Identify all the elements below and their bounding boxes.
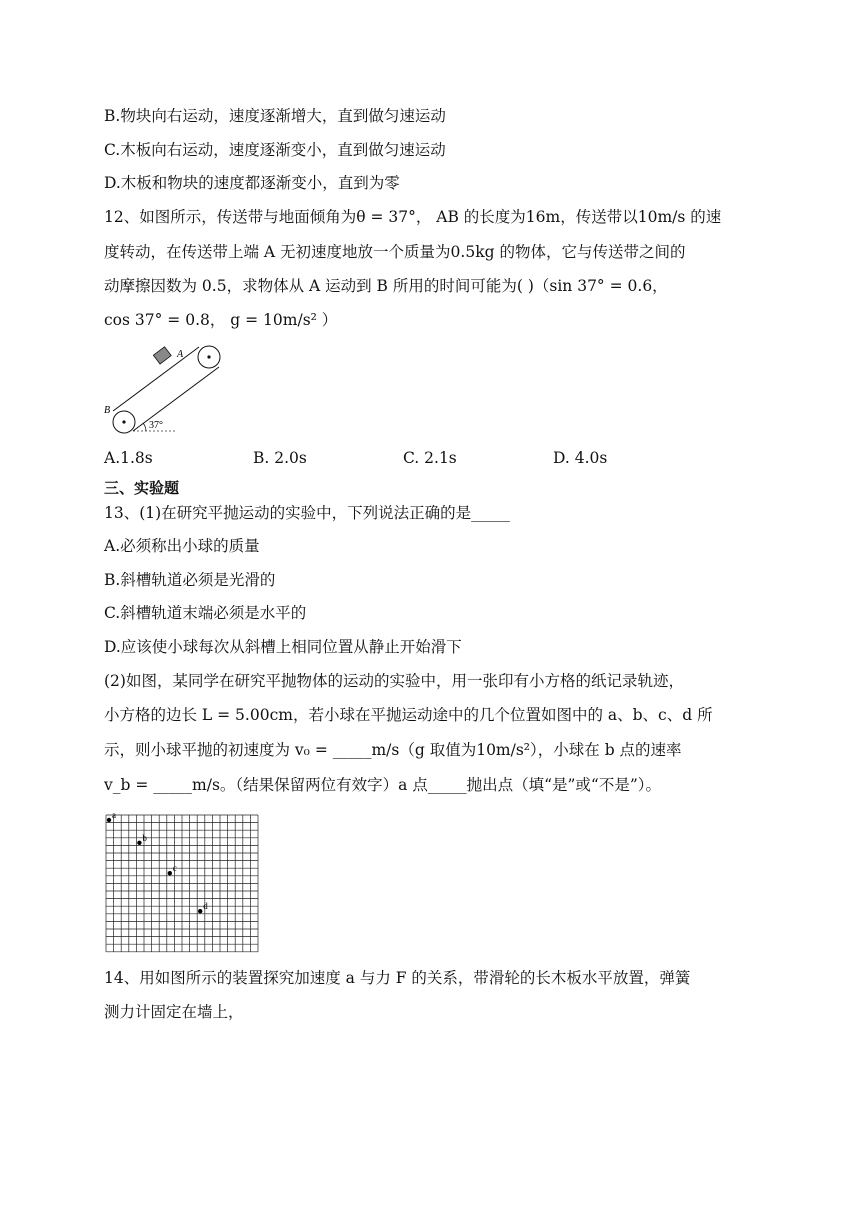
belt-bottom-line xyxy=(133,367,219,431)
q11-option-c: C.木板向右运动，速度逐渐变小，直到做匀速运动 xyxy=(104,141,446,159)
q13-part2-line-1: (2)如图，某同学在研究平抛物体的运动的实验中，用一张印有小方格的纸记录轨迹， xyxy=(104,672,684,690)
trajectory-point-label-a: a xyxy=(112,813,116,820)
q12-option-a: A.1.8s xyxy=(104,449,153,467)
q13-option-b: B.斜槽轨道必须是光滑的 xyxy=(104,571,276,589)
trajectory-point-a xyxy=(107,818,111,822)
q12-line-1: 12、如图所示，传送带与地面倾角为θ = 37°， AB 的长度为16m，传送带以10m/s 的速 xyxy=(104,208,722,226)
q11-option-d: D.木板和物块的速度都逐渐变小，直到为零 xyxy=(104,174,400,192)
conveyor-belt-figure xyxy=(100,340,230,440)
label-b: B xyxy=(104,405,111,416)
trajectory-point-b xyxy=(137,841,141,845)
block-a xyxy=(153,347,171,364)
trajectory-point-c xyxy=(168,871,172,875)
q13-part2-line-4: v_b = _____m/s。（结果保留两位有效字）a 点_____抛出点（填“是”或“不是”）。 xyxy=(104,776,662,794)
label-a: A xyxy=(177,349,184,360)
grid-lines xyxy=(106,815,258,952)
q11-option-b: B.物块向右运动，速度逐渐增大，直到做匀速运动 xyxy=(104,107,446,125)
angle-label: 37° xyxy=(149,420,163,431)
q13-part2-line-3: 示，则小球平抛的初速度为 v₀ = _____m/s（g 取值为10m/s²），小球在 b 点的速率 xyxy=(104,741,682,759)
trajectory-point-label-b: b xyxy=(142,832,147,843)
q12-line-3: 动摩擦因数为 0.5，求物体从 A 运动到 B 所用的时间可能为( )（sin 37° = 0.6， xyxy=(104,277,668,295)
q13-line-1: 13、(1)在研究平抛运动的实验中，下列说法正确的是_____ xyxy=(104,504,510,522)
section-title: 三、实验题 xyxy=(104,479,180,497)
q13-option-d: D.应该使小球每次从斜槽上相同位置从静止开始滑下 xyxy=(104,638,462,656)
trajectory-point-label-d: d xyxy=(203,901,208,912)
upper-pulley-axle xyxy=(207,355,210,358)
lower-pulley-axle xyxy=(122,420,125,423)
q13-option-c: C.斜槽轨道末端必须是水平的 xyxy=(104,604,307,622)
q13-part2-line-2: 小方格的边长 L = 5.00cm，若小球在平抛运动途中的几个位置如图中的 a、b、c、d 所 xyxy=(104,706,713,724)
q14-line-2: 测力计固定在墙上， xyxy=(104,1003,244,1021)
q12-option-b: B. 2.0s xyxy=(253,449,307,467)
q12-line-2: 度转动，在传送带上端 A 无初速度地放一个质量为0.5kg 的物体，它与传送带之间的 xyxy=(104,243,686,261)
q12-option-d: D. 4.0s xyxy=(553,449,608,467)
trajectory-point-d xyxy=(198,909,202,913)
q12-option-c: C. 2.1s xyxy=(403,449,457,467)
q13-option-a: A.必须称出小球的质量 xyxy=(104,537,260,555)
trajectory-point-label-c: c xyxy=(172,863,177,874)
trajectory-grid-figure xyxy=(104,813,264,958)
q14-line-1: 14、用如图所示的装置探究加速度 a 与力 F 的关系，带滑轮的长木板水平放置，弹簧 xyxy=(104,969,691,987)
angle-arc xyxy=(143,423,146,431)
q12-line-4: cos 37° = 0.8， g = 10m/s² ） xyxy=(104,311,338,329)
